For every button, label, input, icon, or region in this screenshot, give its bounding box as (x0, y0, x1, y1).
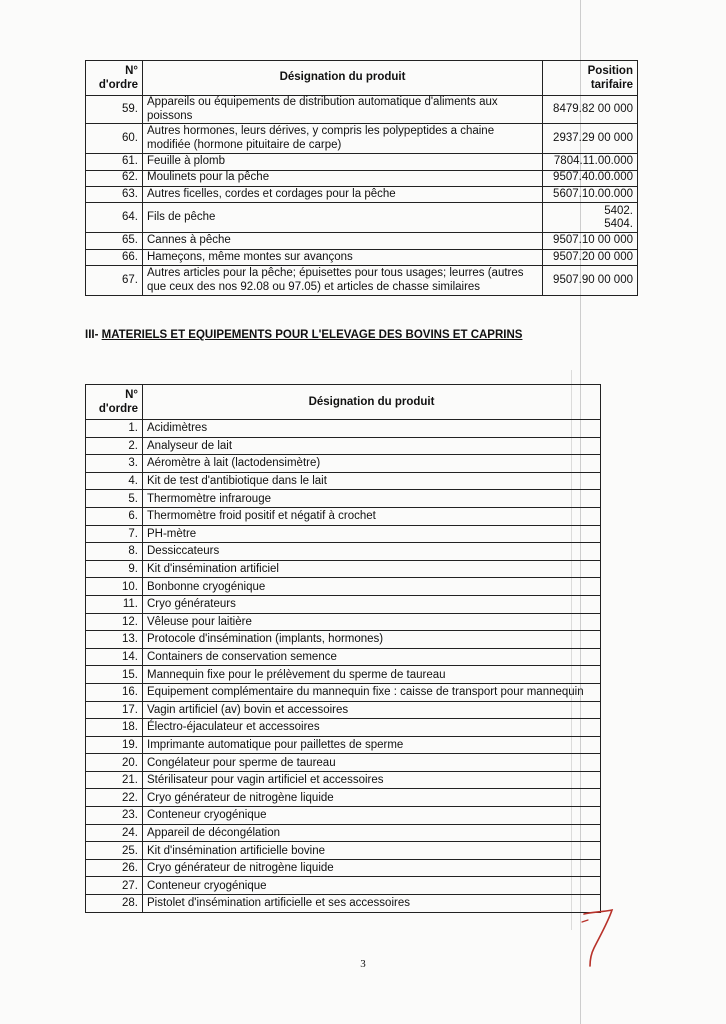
order-number-cell: 66. (86, 249, 143, 265)
designation-cell: Conteneur cryogénique (143, 877, 601, 895)
table-row (86, 96, 638, 124)
designation-cell: Kit de test d'antibiotique dans le lait (143, 472, 601, 490)
table-row (86, 560, 601, 578)
table-row (86, 186, 638, 202)
table-row (86, 203, 638, 233)
table-row (86, 578, 601, 596)
tariff-position-line: 5404. (604, 217, 633, 230)
table-row (86, 859, 601, 877)
order-number-cell: 8. (86, 543, 143, 561)
table-row (86, 124, 638, 154)
tariff-position-cell: 9507.20 00 000 (543, 249, 638, 265)
order-number-cell: 62. (86, 170, 143, 186)
order-number-cell: 6. (86, 507, 143, 525)
header-tariff-position-line1: Position (587, 65, 633, 77)
table-row (86, 807, 601, 825)
table-header-row (86, 61, 638, 96)
designation-cell: Autres articles pour la pêche; épuisettes pour tous usages; leurres (autres que ceux des nos 92.08 ou 97.05) et articles de chasse similaires (143, 266, 543, 296)
designation-cell: Moulinets pour la pêche (143, 170, 543, 186)
header-tariff-position (543, 61, 638, 96)
table-row (86, 420, 601, 438)
designation-cell: Analyseur de lait (143, 437, 601, 455)
order-number-cell: 13. (86, 631, 143, 649)
handwritten-signature-mark (578, 900, 618, 970)
order-number-cell: 10. (86, 578, 143, 596)
designation-cell: Acidimètres (143, 420, 601, 438)
order-number-cell: 4. (86, 472, 143, 490)
table-row (86, 701, 601, 719)
order-number-cell: 65. (86, 233, 143, 249)
order-number-cell: 17. (86, 701, 143, 719)
order-number-cell: 7. (86, 525, 143, 543)
designation-cell: Appareil de décongélation (143, 824, 601, 842)
designation-cell: Appareils ou équipements de distribution automatique d'aliments aux poissons (143, 96, 543, 124)
designation-cell: Vêleuse pour laitière (143, 613, 601, 631)
designation-cell: Protocole d'insémination (implants, hormones) (143, 631, 601, 649)
header-order-number-line2: d'ordre (98, 403, 138, 415)
tariff-position-line: 5402. (604, 204, 633, 217)
tariff-position-cell (543, 203, 638, 233)
order-number-cell: 27. (86, 877, 143, 895)
order-number-cell: 24. (86, 824, 143, 842)
tariff-position-cell: 9507.90 00 000 (543, 266, 638, 296)
order-number-cell: 3. (86, 455, 143, 473)
table-row (86, 595, 601, 613)
order-number-cell: 15. (86, 666, 143, 684)
designation-cell: Cryo générateur de nitrogène liquide (143, 789, 601, 807)
table-row (86, 154, 638, 170)
order-number-cell: 9. (86, 560, 143, 578)
tariff-position-cell: 2937.29 00 000 (543, 124, 638, 154)
designation-cell: Imprimante automatique pour paillettes de sperme (143, 736, 601, 754)
tariff-position-cell: 7804.11.00.000 (543, 154, 638, 170)
designation-cell: Mannequin fixe pour le prélèvement du sperme de taureau (143, 666, 601, 684)
table-row (86, 789, 601, 807)
order-number-cell: 11. (86, 595, 143, 613)
designation-cell: Stérilisateur pour vagin artificiel et accessoires (143, 771, 601, 789)
table-row (86, 754, 601, 772)
table-row (86, 266, 638, 296)
table-row (86, 842, 601, 860)
table-row (86, 666, 601, 684)
table-row (86, 683, 601, 701)
designation-cell: Feuille à plomb (143, 154, 543, 170)
table-row (86, 877, 601, 895)
order-number-cell: 67. (86, 266, 143, 296)
order-number-cell: 59. (86, 96, 143, 124)
table-row (86, 249, 638, 265)
table-row (86, 525, 601, 543)
order-number-cell: 25. (86, 842, 143, 860)
tariff-position-cell: 8479.82 00 000 (543, 96, 638, 124)
table-row (86, 736, 601, 754)
header-order-number (86, 385, 143, 420)
table-row (86, 631, 601, 649)
table-header-row (86, 385, 601, 420)
designation-cell: Congélateur pour sperme de taureau (143, 754, 601, 772)
order-number-cell: 16. (86, 683, 143, 701)
designation-cell: Pistolet d'insémination artificielle et ses accessoires (143, 895, 601, 913)
order-number-cell: 21. (86, 771, 143, 789)
page-number: 3 (360, 958, 366, 970)
order-number-cell: 26. (86, 859, 143, 877)
tariff-position-cell: 5607.10.00.000 (543, 186, 638, 202)
designation-cell: Cryo générateur de nitrogène liquide (143, 859, 601, 877)
designation-cell: Thermomètre infrarouge (143, 490, 601, 508)
designation-cell: Autres hormones, leurs dérives, y compris les polypeptides a chaine modifiée (hormone pituitaire de carpe) (143, 124, 543, 154)
header-order-number-line2: d'ordre (98, 79, 138, 91)
designation-cell: Fils de pêche (143, 203, 543, 233)
equipment-table (85, 384, 601, 913)
designation-cell: Equipement complémentaire du mannequin fixe : caisse de transport pour mannequin (143, 683, 601, 701)
order-number-cell: 64. (86, 203, 143, 233)
tariff-position-cell: 9507.10 00 000 (543, 233, 638, 249)
table-row (86, 771, 601, 789)
designation-cell: Aéromètre à lait (lactodensimètre) (143, 455, 601, 473)
table-row (86, 490, 601, 508)
table-row (86, 824, 601, 842)
designation-cell: Autres ficelles, cordes et cordages pour la pêche (143, 186, 543, 202)
table-row (86, 895, 601, 913)
designation-cell: Bonbonne cryogénique (143, 578, 601, 596)
header-order-number (86, 61, 143, 96)
designation-cell: Cannes à pêche (143, 233, 543, 249)
table-row (86, 507, 601, 525)
header-tariff-position-line2: tarifaire (590, 79, 633, 91)
order-number-cell: 60. (86, 124, 143, 154)
order-number-cell: 20. (86, 754, 143, 772)
order-number-cell: 28. (86, 895, 143, 913)
order-number-cell: 2. (86, 437, 143, 455)
tariff-position-cell: 9507.40.00.000 (543, 170, 638, 186)
table-row (86, 543, 601, 561)
order-number-cell: 61. (86, 154, 143, 170)
order-number-cell: 14. (86, 648, 143, 666)
table-row (86, 437, 601, 455)
designation-cell: Cryo générateurs (143, 595, 601, 613)
order-number-cell: 12. (86, 613, 143, 631)
designation-cell: Containers de conservation semence (143, 648, 601, 666)
order-number-cell: 23. (86, 807, 143, 825)
designation-cell: Kit d'insémination artificiel (143, 560, 601, 578)
designation-cell: PH-mètre (143, 525, 601, 543)
order-number-cell: 22. (86, 789, 143, 807)
tariff-table (85, 60, 638, 296)
order-number-cell: 19. (86, 736, 143, 754)
section-prefix: III- (85, 329, 102, 341)
section-title: MATERIELS ET EQUIPEMENTS POUR L'ELEVAGE DES BOVINS ET CAPRINS (101, 329, 523, 341)
table-row (86, 170, 638, 186)
header-designation: Désignation du produit (143, 61, 543, 96)
designation-cell: Thermomètre froid positif et négatif à crochet (143, 507, 601, 525)
designation-cell: Kit d'insémination artificielle bovine (143, 842, 601, 860)
designation-cell: Vagin artificiel (av) bovin et accessoires (143, 701, 601, 719)
table-row (86, 233, 638, 249)
designation-cell: Hameçons, même montes sur avançons (143, 249, 543, 265)
table-row (86, 613, 601, 631)
order-number-cell: 5. (86, 490, 143, 508)
table-row (86, 472, 601, 490)
section-heading (85, 329, 522, 341)
table-row (86, 455, 601, 473)
order-number-cell: 18. (86, 719, 143, 737)
designation-cell: Dessiccateurs (143, 543, 601, 561)
header-order-number-line1: N° (125, 65, 138, 77)
table-row (86, 719, 601, 737)
table-row (86, 648, 601, 666)
designation-cell: Électro-éjaculateur et accessoires (143, 719, 601, 737)
header-order-number-line1: N° (125, 389, 138, 401)
designation-cell: Conteneur cryogénique (143, 807, 601, 825)
header-designation: Désignation du produit (143, 385, 601, 420)
order-number-cell: 63. (86, 186, 143, 202)
order-number-cell: 1. (86, 420, 143, 438)
